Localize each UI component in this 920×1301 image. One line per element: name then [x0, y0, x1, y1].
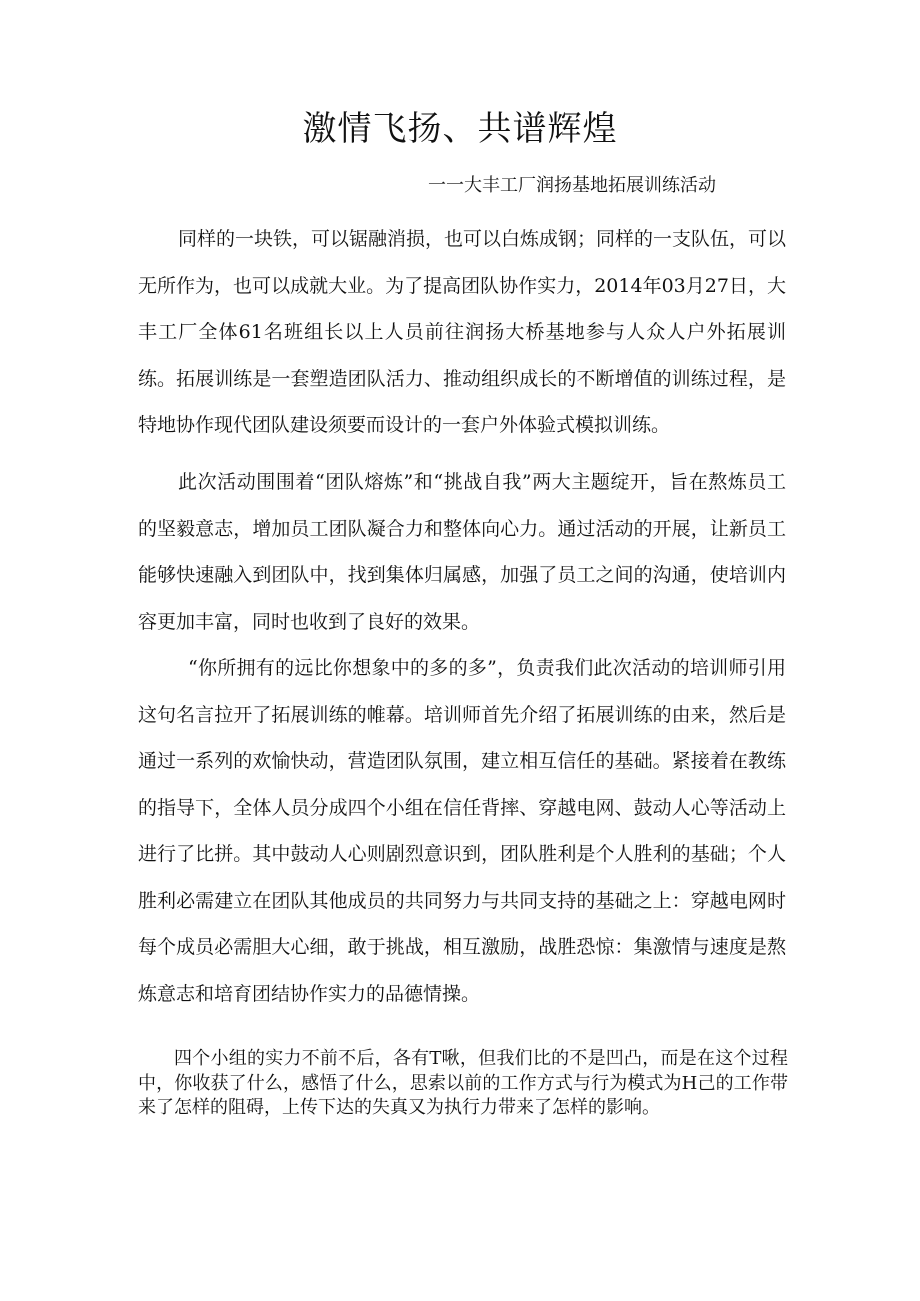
paragraph-4: 四个小组的实力不前不后，各有T啾，但我们比的不是凹凸，而是在这个过程中，你收获了什么，感悟了什么，思索以前的工作方式与行为模式为H己的工作带来了怎样的阻碍，上传下达的失真又为执行力带来了怎样的影响。	[138, 1048, 788, 1118]
paragraph-1: 同样的一块铁，可以锯融消损，也可以白炼成钢；同样的一支队伍，可以无所作为，也可以成就大业。为了提高团队协作实力，2014年03月27日，大丰工厂全体61名班组长以上人员前往润扬大桥基地参与人众人户外拓展训练。拓展训练是一套塑造团队活力、推动组织成长的不断增值的训练过程，是特地协作现代团队建设须要而设计的一套户外体验式模拟训练。	[138, 228, 787, 436]
document-subtitle: 一一大丰工厂润扬基地拓展训练活动	[428, 175, 716, 196]
paragraph-3: “你所拥有的远比你想象中的多的多”，负责我们此次活动的培训师引用这句名言拉开了拓展训练的帷幕。培训师首先介绍了拓展训练的由来，然后是通过一系列的欢愉快动，营造团队氛围，建立相互信任的基础。紧接着在教练的指导下，全体人员分成四个小组在信任背摔、穿越电网、鼓动人心等活动上进行了比拼。其中鼓动人心则剧烈意识到，团队胜利是个人胜利的基础；个人胜利必需建立在团队其他成员的共同努力与共同支持的基础之上：穿越电网时每个成员必需胆大心细，敢于挑战，相互激励，战胜恐惊：集激情与速度是熬炼意志和培育团结协作实力的品德情操。	[138, 657, 786, 1005]
document-title: 激情飞扬、共谱辉煌	[302, 109, 618, 149]
paragraph-2: 此次活动围围着“团队熔炼”和“挑战自我”两大主题绽开，旨在熬炼员工的坚毅意志，增加员工团队凝合力和整体向心力。通过活动的开展，让新员工能够快速融入到团队中，找到集体归属感，加强了员工之间的沟通，使培训内容更加丰富，同时也收到了良好的效果。	[138, 471, 786, 633]
